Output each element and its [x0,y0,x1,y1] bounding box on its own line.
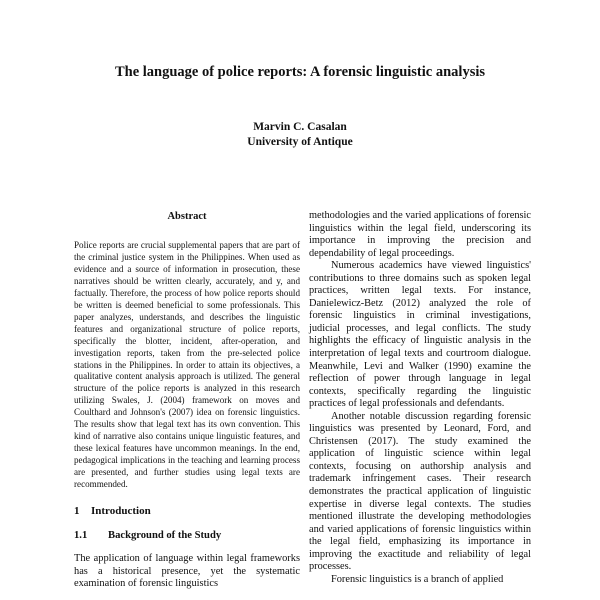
section-heading-introduction [74,504,300,518]
subsection-heading-background [74,529,300,543]
author-affiliation: University of Antique [247,136,353,148]
paragraph-linguistics-domains: Numerous academics have viewed linguistics' contributions to three domains such as spoken legal practices, written legal texts. For instance, Danielewicz-Betz (2012) analyzed the role of forensic linguistics in criminal investigations, judicial processes, and legal conflicts. The study highlights the efficacy of linguistic analysis in the interpretation of legal texts and courtroom dialogue. Meanwhile, Levi and Walker (1990) examine the reflection of power through language in legal contexts, specifically regarding the linguistic practices of legal professionals and defendants. [309,260,531,410]
paper-title: The language of police reports: A forensic linguistic analysis [114,64,486,80]
abstract-heading: Abstract [167,211,207,222]
introduction-paragraph: The application of language within legal frameworks has a historical presence, yet the systematic examination of forensic linguistics [74,553,300,590]
paragraph-forensic-linguistics: Forensic linguistics is a branch of applied [331,573,504,585]
section-number: 1 [74,505,80,518]
subsection-title: Background of the Study [108,530,222,542]
abstract-text: Police reports are crucial supplemental papers that are part of the criminal justice system in the Philippines. When used as evidence and a source of information in prosecution, these narratives should be written clearly, accurately, and y, and factually. Therefore, the process of how police reports should be written is deemed beneficial to some professionals. This paper analyzes, understands, and describes the linguistic features and organizational structure of police reports, specifically the blotter, incident, after-operation, and investigation reports, taken from the pre-selected police stations in the Philippines. In order to attain its objectives, a qualitative content analysis approach is utilized. The general structure of the police reports is analyzed in this research utilizing Swales, J. (2004) framework on moves and Coulthard and Johnson's (2007) idea on forensic linguistics. The results show that legal text has its own convention. This kind of narrative also contains unique linguistic features, and these lexical features have uncommon meanings. In the end, pedagogical implications in the teaching and learning process are presented, and further studies using legal texts are recommended. [74,240,300,490]
left-column [74,210,300,591]
author-block [0,120,600,150]
paragraph-continuation: methodologies and the varied applications of forensic linguistics within the legal field, underscoring its importance in improving the precision and dependability of legal proceedings. [309,210,531,259]
paragraph-notable-discussion: Another notable discussion regarding forensic linguistics was presented by Leonard, Ford, and Christensen (2017). The study examined the application of linguistic science within legal contexts, focusing on authorship analysis and trademark infringement cases. Their research demonstrates the practical application of linguistic expertise in diverse legal contexts. The studies mentioned illustrate the developing methodologies and varied applications of forensic linguistics within the legal field, emphasizing its importance in improving the exactitude and reliability of legal processes. [309,410,531,573]
section-title: Introduction [91,505,151,518]
subsection-number: 1.1 [74,530,88,542]
author-name: Marvin C. Casalan [253,121,347,133]
right-column [309,210,531,586]
